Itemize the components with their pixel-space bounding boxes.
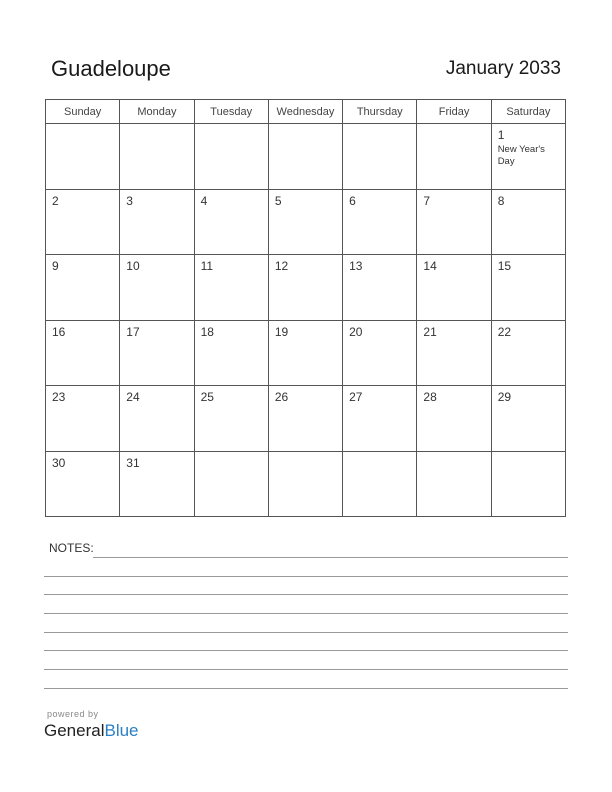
day-number: 16 — [52, 324, 66, 339]
notes-line — [44, 576, 568, 577]
day-cell — [46, 255, 120, 321]
day-number: 14 — [423, 259, 437, 273]
day-number: 10 — [126, 259, 140, 273]
month-year-label: January 2033 — [445, 58, 561, 79]
brand-general-text: General — [44, 721, 105, 740]
day-number: 29 — [497, 390, 512, 404]
day-number: 21 — [423, 324, 437, 339]
day-cell — [491, 320, 565, 386]
day-number: 28 — [423, 390, 437, 404]
day-cell — [491, 451, 565, 517]
day-cell — [417, 386, 491, 452]
week-row — [46, 451, 566, 517]
week-row — [46, 124, 566, 190]
day-number — [195, 124, 268, 128]
powered-by-label: powered by — [47, 709, 99, 719]
day-number — [492, 452, 565, 456]
brand-blue-text: Blue — [104, 721, 139, 740]
day-cell — [120, 451, 194, 517]
day-number: 30 — [52, 455, 66, 470]
day-number: 17 — [126, 324, 140, 339]
weekday-header: Tuesday — [194, 100, 268, 124]
day-cell — [417, 255, 491, 321]
day-cell — [120, 255, 194, 321]
day-cell — [194, 189, 268, 255]
calendar-title: Guadeloupe — [51, 56, 171, 81]
notes-line — [93, 557, 568, 558]
day-number: 7 — [423, 193, 431, 208]
day-cell — [46, 451, 120, 517]
day-number: 12 — [274, 259, 289, 273]
day-number: 13 — [349, 259, 363, 273]
weekday-header: Sunday — [46, 100, 120, 124]
day-cell — [268, 255, 342, 321]
day-cell — [343, 451, 417, 517]
notes-line — [44, 669, 568, 670]
notes-label: NOTES: — [49, 541, 94, 555]
day-number: 23 — [52, 390, 66, 404]
day-number: 26 — [274, 390, 289, 404]
notes-line — [44, 632, 568, 633]
day-number — [343, 124, 416, 128]
day-cell — [268, 320, 342, 386]
weekday-header: Thursday — [343, 100, 417, 124]
day-number: 24 — [126, 390, 140, 404]
day-cell — [491, 386, 565, 452]
day-number: 3 — [126, 193, 133, 208]
week-row — [46, 320, 566, 386]
day-number — [417, 452, 490, 456]
weekday-header: Monday — [120, 100, 194, 124]
day-number: 8 — [497, 193, 505, 208]
day-cell — [194, 124, 268, 190]
day-cell — [46, 189, 120, 255]
day-cell — [343, 386, 417, 452]
day-cell — [343, 255, 417, 321]
notes-line — [44, 594, 568, 595]
day-number: 15 — [497, 259, 512, 273]
day-number: 6 — [349, 193, 356, 208]
brand-logo[interactable] — [44, 721, 139, 741]
day-number: 4 — [200, 193, 208, 208]
day-cell — [120, 124, 194, 190]
day-number: 9 — [52, 259, 59, 273]
day-number: 22 — [497, 324, 512, 339]
day-number — [343, 452, 416, 456]
day-number: 27 — [349, 390, 363, 404]
day-number — [269, 124, 342, 128]
day-number: 19 — [274, 324, 289, 339]
day-cell — [417, 189, 491, 255]
day-cell — [343, 124, 417, 190]
day-number — [269, 452, 342, 456]
day-number: 20 — [349, 324, 363, 339]
notes-line — [44, 613, 568, 614]
day-cell — [120, 386, 194, 452]
day-cell — [417, 451, 491, 517]
day-cell — [491, 189, 565, 255]
day-cell — [120, 189, 194, 255]
day-cell — [491, 124, 565, 190]
day-cell — [194, 255, 268, 321]
day-number — [195, 452, 268, 456]
day-cell — [194, 451, 268, 517]
day-cell — [491, 255, 565, 321]
day-cell — [268, 189, 342, 255]
day-cell — [46, 320, 120, 386]
calendar-grid — [45, 99, 566, 517]
day-number: 11 — [200, 259, 214, 273]
notes-line — [44, 688, 568, 689]
day-cell — [268, 451, 342, 517]
day-number — [417, 124, 490, 128]
week-row — [46, 255, 566, 321]
day-cell — [194, 386, 268, 452]
day-number — [120, 124, 193, 128]
week-row — [46, 386, 566, 452]
day-cell — [268, 386, 342, 452]
day-number: 25 — [200, 390, 214, 404]
day-cell — [46, 386, 120, 452]
weekday-header-row — [46, 100, 566, 124]
day-cell — [343, 189, 417, 255]
day-cell — [268, 124, 342, 190]
weekday-header: Wednesday — [268, 100, 342, 124]
day-number: 2 — [52, 193, 59, 208]
day-cell — [343, 320, 417, 386]
day-cell — [46, 124, 120, 190]
weekday-header: Saturday — [491, 100, 565, 124]
day-cell — [417, 320, 491, 386]
day-number: 31 — [126, 455, 140, 470]
day-number: 5 — [274, 193, 282, 208]
weekday-header: Friday — [417, 100, 491, 124]
day-number: 1 — [497, 128, 505, 142]
notes-line — [44, 650, 568, 651]
day-cell — [120, 320, 194, 386]
day-cell — [417, 124, 491, 190]
week-row — [46, 189, 566, 255]
day-number: 18 — [200, 324, 214, 339]
day-cell — [194, 320, 268, 386]
holiday-label: New Year's Day — [497, 144, 545, 167]
day-number — [46, 124, 119, 128]
